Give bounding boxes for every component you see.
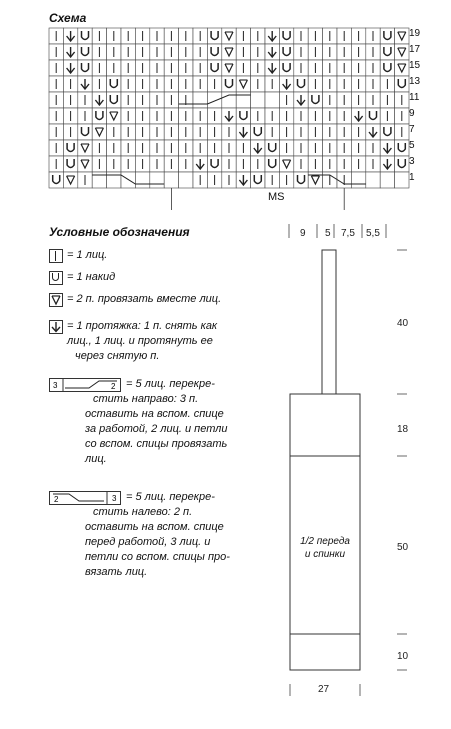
- chart-cell: [279, 60, 293, 76]
- legend-cable-right: = 5 лиц. перекре-: [126, 378, 215, 390]
- chart-cell: [395, 172, 409, 188]
- chart-cell: [251, 124, 265, 140]
- chart-cell: [265, 156, 279, 172]
- chart-cell: [366, 108, 380, 124]
- chart-cell: [107, 172, 121, 188]
- cable-left-icon: [49, 491, 121, 505]
- chart-cell: [207, 44, 221, 60]
- chart-cell: [107, 92, 121, 108]
- chart-cell: [222, 60, 236, 76]
- chart-cell: [380, 28, 394, 44]
- chart-cell: [265, 92, 279, 108]
- row-number: 19: [409, 28, 421, 39]
- side-dim-10: 10: [397, 651, 409, 662]
- row-number: 9: [409, 108, 415, 119]
- chart-cell: [78, 124, 92, 140]
- chart-title: Схема: [49, 11, 87, 25]
- chart-cell: [222, 76, 236, 92]
- chart-cell: [222, 28, 236, 44]
- chart-cell: [207, 28, 221, 44]
- top-dim-5: 5: [325, 228, 331, 239]
- chart-cell: [78, 28, 92, 44]
- top-dim-5-5: 5,5: [366, 228, 380, 239]
- chart-cell: [78, 60, 92, 76]
- chart-cell: [78, 140, 92, 156]
- row-number: 5: [409, 140, 415, 151]
- legend-cable-right-cont: стить направо: 3 п. оставить на вспом. спице за работой, 2 лиц. и петли со вспом. спицы провязать лиц.: [85, 393, 228, 465]
- legend-cable-left-cont: стить налево: 2 п. оставить на вспом. спице перед работой, 3 лиц. и петли со вспом. спицы про- вязать лиц.: [85, 506, 230, 578]
- chart-cell: [366, 172, 380, 188]
- chart-cell: [380, 124, 394, 140]
- row-number: 17: [409, 44, 421, 55]
- chart-cell: [251, 92, 265, 108]
- top-dim-7-5: 7,5: [341, 228, 355, 239]
- cable-label: 2: [54, 495, 59, 504]
- chart-cell: [279, 156, 293, 172]
- chart-cell: [207, 156, 221, 172]
- row-number: 13: [409, 76, 421, 87]
- row-number: 7: [409, 124, 415, 135]
- chart-cell: [395, 76, 409, 92]
- chart-cell: [308, 92, 322, 108]
- cable-label: 3: [112, 494, 117, 503]
- chart-cell: [222, 92, 236, 108]
- chart-cell: [179, 172, 193, 188]
- ms-label: MS: [268, 191, 285, 203]
- chart-cell: [107, 76, 121, 92]
- chart-cell: [135, 172, 149, 188]
- chart-cell: [294, 76, 308, 92]
- chart-cell: [395, 140, 409, 156]
- knit-stitch-icon: [49, 249, 63, 263]
- top-dim-9: 9: [300, 228, 306, 239]
- schematic-center-label: 1/2 переда и спинки: [300, 536, 350, 560]
- bottom-dim: 27: [318, 684, 330, 695]
- chart-cell: [251, 172, 265, 188]
- chart-cell: [222, 44, 236, 60]
- schematic-outline: [290, 250, 360, 670]
- chart-cell: [78, 44, 92, 60]
- legend-pull-through: = 1 протяжка: 1 п. снять как лиц., 1 лиц. и протянуть ее через снятую п.: [67, 320, 218, 362]
- chart-cell: [207, 92, 221, 108]
- chart-cell: [236, 76, 250, 92]
- chart-cell: [63, 140, 77, 156]
- chart-cell: [308, 172, 322, 188]
- chart-cell: [207, 60, 221, 76]
- chart-cell: [395, 60, 409, 76]
- cable-label: 3: [53, 381, 58, 390]
- chart-cell: [92, 124, 106, 140]
- yarn-over-icon: [49, 271, 63, 285]
- chart-cell: [92, 108, 106, 124]
- chart-cell: [193, 92, 207, 108]
- chart-cell: [236, 108, 250, 124]
- legend-yarn-over: = 1 накид: [67, 271, 116, 283]
- chart-cell: [395, 156, 409, 172]
- knitting-chart: [0, 0, 451, 210]
- side-dim-40: 40: [397, 318, 409, 329]
- chart-cell: [395, 44, 409, 60]
- chart-cell: [279, 28, 293, 44]
- legend-cable-left: = 5 лиц. перекре-: [126, 491, 215, 503]
- chart-cell: [164, 172, 178, 188]
- pull-through-icon: [49, 320, 63, 334]
- chart-cell: [107, 108, 121, 124]
- cable-label: 2: [111, 382, 116, 391]
- chart-cell: [92, 172, 106, 188]
- chart-cell: [265, 140, 279, 156]
- chart-cell: [380, 44, 394, 60]
- row-number: 11: [409, 92, 420, 103]
- chart-cell: [236, 92, 250, 108]
- row-number: 3: [409, 156, 415, 167]
- chart-cell: [63, 156, 77, 172]
- k2tog-icon: [49, 293, 63, 307]
- row-number: 15: [409, 60, 421, 71]
- legend-knit: = 1 лиц.: [67, 249, 108, 261]
- chart-cell: [150, 172, 164, 188]
- garment-schematic: [270, 218, 410, 708]
- chart-cell: [351, 172, 365, 188]
- chart-cell: [78, 156, 92, 172]
- chart-cell: [63, 172, 77, 188]
- chart-cell: [380, 172, 394, 188]
- row-number: 1: [409, 172, 415, 183]
- chart-cell: [395, 28, 409, 44]
- chart-cell: [294, 172, 308, 188]
- cable-right-icon: [49, 378, 121, 392]
- side-dim-18: 18: [397, 424, 409, 435]
- side-dim-50: 50: [397, 542, 409, 553]
- legend-k2tog: = 2 п. провязать вместе лиц.: [67, 293, 222, 305]
- chart-cell: [49, 172, 63, 188]
- right-dimension-ticks: [397, 250, 407, 670]
- legend-title: Условные обозначения: [49, 225, 190, 239]
- chart-cell: [380, 60, 394, 76]
- chart-cell: [279, 44, 293, 60]
